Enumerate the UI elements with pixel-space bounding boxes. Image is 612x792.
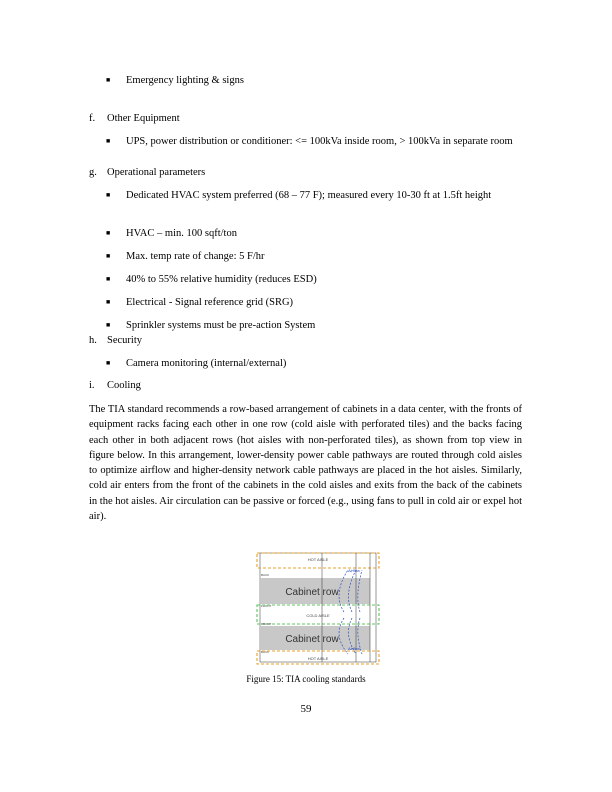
heading-label: g. xyxy=(89,167,97,178)
bullet-text: Electrical - Signal reference grid (SRG) xyxy=(126,297,294,308)
hot-aisle-bottom-label: HOT AISLE xyxy=(307,656,329,661)
body-paragraph: The TIA standard recommends a row-based arrangement of cabinets in a data center, with the fronts of equipment racks facing each other in one row (cold aisle with perforated tiles) and the backs facing each other in both adjacent rows (hot aisles with non-perforated tiles), as shown from top view in figure below. In this arrangement, lower-density power cable pathways are routed through cold aisles to optimize airflow and higher-density network cable pathways are placed in the hot aisles. Similarly, cold air enters from the front of the cabinets in the cold aisles and exits from the back of the cabinets in the hot aisles. Air circulation can be passive or forced (e.g., using fans to pull in cold air or expel hot air). xyxy=(89,404,523,523)
figure-caption: Figure 15: TIA cooling standards xyxy=(246,674,366,684)
bullet-text: HVAC – min. 100 sqft/ton xyxy=(126,228,237,239)
bullet-marker: ■ xyxy=(106,229,111,237)
back-label-top: BACK xyxy=(261,573,270,577)
heading-other-equipment xyxy=(89,111,180,126)
bullet-camera xyxy=(106,356,516,371)
bullet-marker: ■ xyxy=(106,298,111,306)
bullet-text: UPS, power distribution or conditioner: <= 100kVa inside room, > 100kVa in separate room xyxy=(126,136,513,147)
bullet-marker: ■ xyxy=(106,137,111,145)
bullet-marker: ■ xyxy=(106,359,111,367)
bullet-text: Camera monitoring (internal/external) xyxy=(126,358,287,369)
heading-title: Other Equipment xyxy=(107,113,180,124)
cold-aisle-label: COLD AISLE xyxy=(306,613,330,618)
bullet-emergency-lighting xyxy=(106,73,516,88)
front-label-bottom: FRONT xyxy=(261,622,272,626)
bullet-marker: ■ xyxy=(106,76,111,84)
bullet-hvac-dedicated xyxy=(106,188,516,203)
bullet-text: Sprinkler systems must be pre-action System xyxy=(126,320,316,331)
bullet-temp-rate xyxy=(106,249,516,264)
bullet-hvac-min xyxy=(106,226,516,241)
heading-label: f. xyxy=(89,113,96,124)
heading-title: Cooling xyxy=(107,380,141,391)
bullet-text: Dedicated HVAC system preferred (68 – 77 F); measured every 10-30 ft at 1.5ft height xyxy=(126,190,492,201)
heading-title: Operational parameters xyxy=(107,167,206,178)
heading-title: Security xyxy=(107,335,142,346)
hot-aisle-top-label: HOT AISLE xyxy=(307,557,329,562)
heading-security xyxy=(89,333,142,348)
page-number: 59 xyxy=(300,703,312,715)
bullet-text: Emergency lighting & signs xyxy=(126,75,244,86)
heading-operational-parameters xyxy=(89,165,205,180)
bullet-text: 40% to 55% relative humidity (reduces ESD) xyxy=(126,274,317,285)
bullet-marker: ■ xyxy=(106,191,111,199)
bullet-marker: ■ xyxy=(106,252,111,260)
airflow-label-top: Airflow xyxy=(348,568,361,573)
heading-label: h. xyxy=(89,335,97,346)
heading-label: i. xyxy=(89,380,95,391)
bullet-sprinkler xyxy=(106,318,516,333)
cabinet-row-bottom-label: Cabinet row xyxy=(285,634,339,645)
heading-cooling xyxy=(89,378,141,393)
airflow-label-bottom: Airflow xyxy=(348,646,361,651)
cabinet-row-top-label: Cabinet row xyxy=(285,587,339,598)
tia-cooling-figure xyxy=(256,550,380,665)
bullet-srg xyxy=(106,295,516,310)
bullet-humidity xyxy=(106,272,516,287)
bullet-text: Max. temp rate of change: 5 F/hr xyxy=(126,251,265,262)
bullet-ups xyxy=(106,134,516,149)
back-label-bottom: BACK xyxy=(261,650,270,654)
bullet-marker: ■ xyxy=(106,321,111,329)
bullet-marker: ■ xyxy=(106,275,111,283)
front-label-top: FRONT xyxy=(261,604,272,608)
